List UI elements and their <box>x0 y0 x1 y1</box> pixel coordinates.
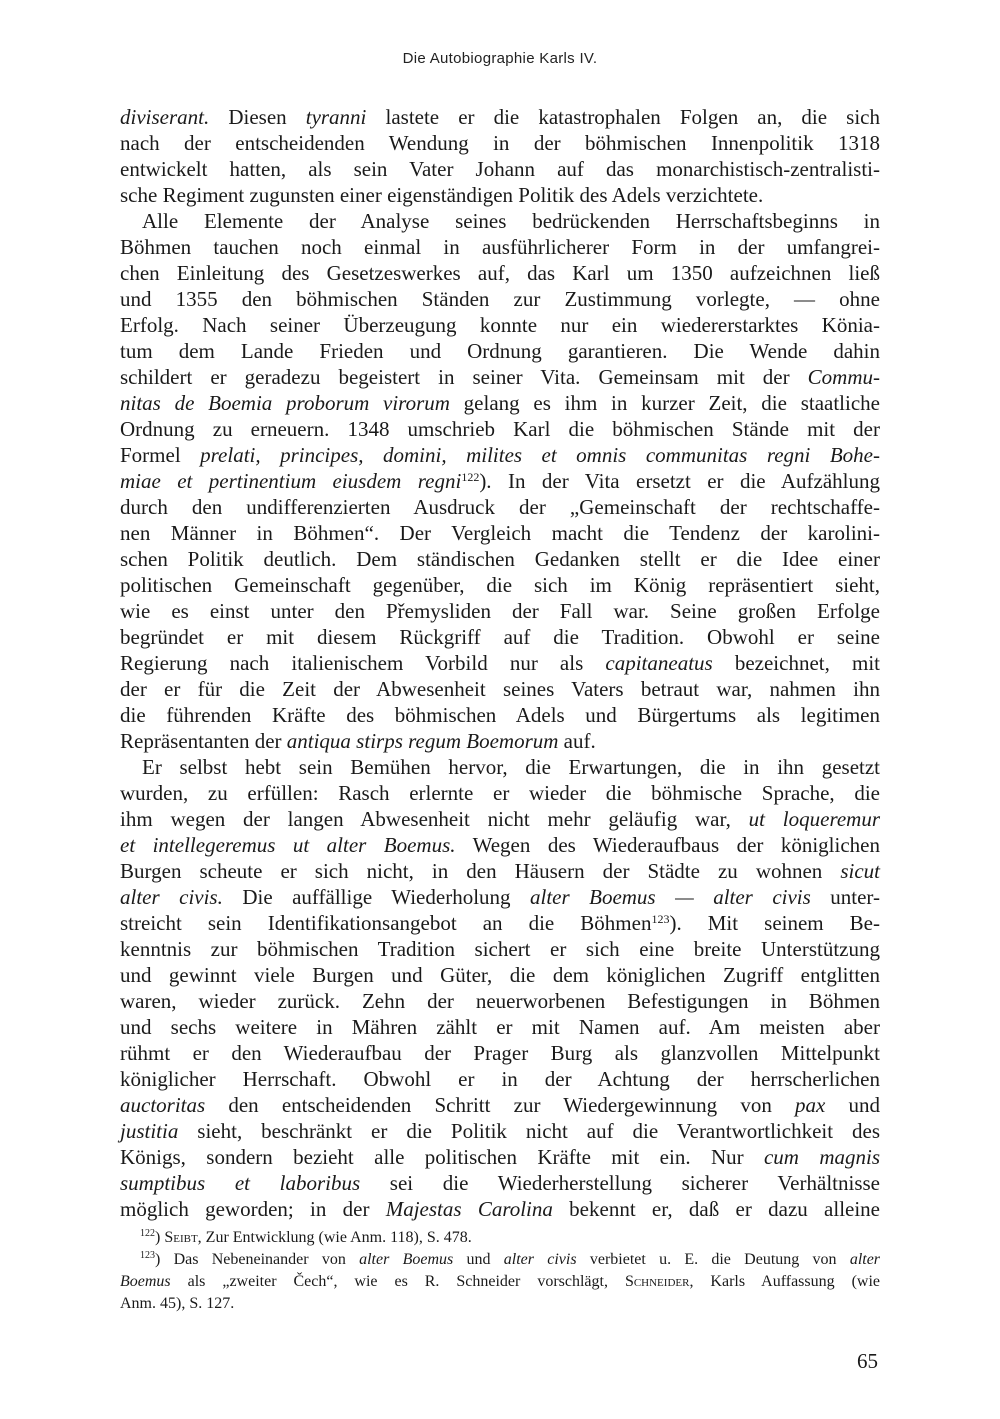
footnotes <box>120 1227 880 1315</box>
text-line <box>120 832 880 858</box>
text-line <box>120 572 880 598</box>
text-run: unter- <box>810 885 880 909</box>
text-run: lastete er die katastrophalen Folgen an, die sich <box>366 105 880 129</box>
text-run: Majestas Carolina <box>385 1197 553 1221</box>
text-run: ) Das Nebeneinander von <box>155 1251 360 1268</box>
text-run: als „zweiter Čech“, wie es R. Schneider vorschlägt, <box>170 1273 625 1290</box>
text-run: den entscheidenden Schritt zur Wiedergewinnung von <box>205 1093 795 1117</box>
text-run: antiqua stirps regum Boemorum <box>286 729 559 753</box>
text-run: und <box>453 1251 504 1268</box>
text-run: die führenden Kräfte des böhmischen Adels und Bürgertums als legitimen <box>120 703 880 727</box>
text-line <box>120 390 880 416</box>
text-line <box>120 1092 880 1118</box>
text-run: Er selbst hebt sein Bemühen hervor, die Erwartungen, die in ihn gesetzt <box>142 755 880 779</box>
footnote-marker: 122 <box>140 1228 155 1239</box>
text-run: sche Regiment zugunsten einer eigenständigen Politik des Adels verzichtete. <box>120 183 764 207</box>
text-run: und <box>825 1093 881 1117</box>
text-run: ut loqueremur <box>748 807 881 831</box>
footnote-line <box>120 1271 880 1293</box>
text-run: capitaneatus <box>605 651 713 675</box>
text-run: Königs, sondern bezieht alle politischen Kräfte mit ein. Nur <box>120 1145 764 1169</box>
text-line <box>120 728 880 754</box>
text-run: Schneider <box>624 1273 690 1290</box>
text-line <box>120 546 880 572</box>
text-run: möglich geworden; in der <box>120 1197 386 1221</box>
body-text <box>120 104 880 1222</box>
text-run: miae et pertinentium eiusdem regni <box>120 469 462 493</box>
text-run: bezeichnet, mit <box>712 651 880 675</box>
text-run: diviserant. <box>120 105 210 129</box>
text-run: Alle Elemente der Analyse seines bedrückenden Herrschaftsbeginns in <box>142 209 880 233</box>
text-run: Wegen des Wiederaufbaus der königlichen <box>455 833 880 857</box>
text-run: Die auffällige Wiederholung <box>222 885 530 909</box>
text-line <box>120 858 880 884</box>
text-run: nach der entscheidenden Wendung in der böhmischen Innenpolitik 1318 <box>120 131 880 155</box>
text-run: pax <box>795 1093 826 1117</box>
text-run: cum magnis <box>763 1145 880 1169</box>
text-run: justitia <box>120 1119 179 1143</box>
text-line <box>120 676 880 702</box>
text-run: Repräsentanten der <box>120 729 287 753</box>
text-run: sieht, beschränkt er die Politik nicht auf die Verantwortlichkeit des <box>178 1119 880 1143</box>
text-run: ) <box>155 1229 165 1246</box>
text-run: chen Einleitung des Gesetzeswerkes auf, das Karl um 1350 aufzeichnen ließ <box>120 261 880 285</box>
text-line <box>120 468 880 494</box>
text-run: ihm wegen der langen Abwesenheit nicht mehr geläufig war, <box>120 807 749 831</box>
text-run: sicut <box>840 859 880 883</box>
text-run: Diesen <box>209 105 306 129</box>
text-line <box>120 806 880 832</box>
text-run: schen Politik deutlich. Dem ständischen Gedanken stellt er die Idee einer <box>120 547 880 571</box>
text-run: tum dem Lande Frieden und Ordnung garantieren. Die Wende dahin <box>120 339 880 363</box>
text-run: der er für die Zeit der Abwesenheit seines Vaters betraut war, nahmen ihn <box>120 677 880 701</box>
text-line <box>120 234 880 260</box>
text-line <box>120 520 880 546</box>
text-line <box>120 416 880 442</box>
text-run: auf. <box>558 729 596 753</box>
text-run: und sechs weitere in Mähren zählt er mit Namen auf. Am meisten aber <box>120 1015 880 1039</box>
text-run: alter civis. <box>120 885 223 909</box>
text-line <box>120 962 880 988</box>
text-run: Burgen scheute er sich nicht, in den Häusern der Städte zu wohnen <box>120 859 841 883</box>
text-run: begründet er mit diesem Rückgriff auf die Tradition. Obwohl er seine <box>120 625 880 649</box>
text-line <box>120 1066 880 1092</box>
text-line <box>120 208 880 234</box>
text-run: gelang es ihm in kurzer Zeit, die staatliche <box>449 391 880 415</box>
text-run: Seibt <box>164 1229 198 1246</box>
text-run: ). In der Vita ersetzt er die Aufzählung <box>479 469 881 493</box>
text-run: und 1355 den böhmischen Ständen zur Zustimmung vorlegte, — ohne <box>120 287 880 311</box>
text-run: alter Boemus — alter civis <box>530 885 811 909</box>
text-line <box>120 936 880 962</box>
text-run: durch den undifferenzierten Ausdruck der „Gemeinschaft der rechtschaffe- <box>120 495 880 519</box>
text-run: et intellegeremus ut alter Boemus. <box>120 833 456 857</box>
text-run: Regierung nach italienischem Vorbild nur als <box>120 651 606 675</box>
footnote-line <box>120 1227 880 1249</box>
text-line <box>120 104 880 130</box>
text-line <box>120 1118 880 1144</box>
text-line <box>120 1040 880 1066</box>
text-line <box>120 364 880 390</box>
text-line <box>120 1196 880 1222</box>
text-line <box>120 624 880 650</box>
text-run: auctoritas <box>120 1093 206 1117</box>
text-line <box>120 130 880 156</box>
text-run: tyranni <box>305 105 367 129</box>
text-line <box>120 286 880 312</box>
text-line <box>120 260 880 286</box>
text-run: nen Männer in Böhmen“. Der Vergleich macht die Tendenz der karolini- <box>120 521 880 545</box>
text-run: , Karls Auffassung (wie <box>689 1273 881 1290</box>
text-run: Ordnung zu erneuern. 1348 umschrieb Karl die böhmischen Stände mit der <box>120 417 880 441</box>
text-line <box>120 312 880 338</box>
text-run: bekennt er, daß er dazu alleine <box>552 1197 881 1221</box>
text-run: sei die Wiederherstellung sicherer Verhältnisse <box>360 1171 880 1195</box>
text-line <box>120 156 880 182</box>
text-line <box>120 598 880 624</box>
text-run: ). Mit seinem Be- <box>669 911 880 935</box>
text-line <box>120 884 880 910</box>
text-line <box>120 494 880 520</box>
footnote-line <box>120 1293 880 1315</box>
text-run: königlicher Herrschaft. Obwohl er in der Achtung der herrscherlichen <box>120 1067 880 1091</box>
text-line <box>120 702 880 728</box>
running-head: Die Autobiographie Karls IV. <box>402 50 598 67</box>
text-line <box>120 754 880 780</box>
text-line <box>120 988 880 1014</box>
text-line <box>120 338 880 364</box>
text-run: Anm. 45), S. 127. <box>120 1295 235 1312</box>
text-run: Böhmen tauchen noch einmal in ausführlicherer Form in der umfangrei- <box>120 235 880 259</box>
text-run: Formel <box>120 443 201 467</box>
text-run: und gewinnt viele Burgen und Güter, die dem königlichen Zugriff entglitten <box>120 963 880 987</box>
text-line <box>120 1144 880 1170</box>
footnote-marker: 123 <box>140 1250 155 1261</box>
text-line <box>120 1170 880 1196</box>
footnote-marker: 123 <box>651 912 670 926</box>
text-line <box>120 442 880 468</box>
text-run: kenntnis zur böhmischen Tradition sichert er sich eine breite Unterstützung <box>120 937 880 961</box>
text-run: rühmt er den Wiederaufbau der Prager Burg als glanzvollen Mittelpunkt <box>120 1041 880 1065</box>
text-run: , Zur Entwicklung (wie Anm. 118), S. 478. <box>197 1229 472 1246</box>
text-run: wurden, zu erfüllen: Rasch erlernte er wieder die böhmische Sprache, die <box>120 781 880 805</box>
page-number: 65 <box>857 1349 878 1373</box>
text-line <box>120 1014 880 1040</box>
text-run: alter Boemus <box>359 1251 454 1268</box>
text-run: nitas de Boemia proborum virorum <box>120 391 450 415</box>
text-run: verbietet u. E. die Deutung von <box>576 1251 850 1268</box>
text-run: waren, wieder zurück. Zehn der neuerworbenen Befestigungen in Böhmen <box>120 989 880 1013</box>
text-run: entwickelt hatten, als sein Vater Johann auf das monarchistisch-zentralisti- <box>120 157 880 181</box>
text-run: alter civis <box>503 1251 577 1268</box>
text-line <box>120 650 880 676</box>
footnote-marker: 122 <box>461 470 480 484</box>
text-run: alter <box>849 1251 881 1268</box>
text-run: sumptibus et laboribus <box>120 1171 361 1195</box>
text-line <box>120 182 880 208</box>
text-run: wie es einst unter den Přemysliden der Fall war. Seine großen Erfolge <box>120 599 880 623</box>
text-run: schildert er geradezu begeistert in seiner Vita. Gemeinsam mit der <box>120 365 808 389</box>
text-run: streicht sein Identifikationsangebot an die Böhmen <box>120 911 652 935</box>
text-run: Boemus <box>120 1273 171 1290</box>
footnote-line <box>120 1249 880 1271</box>
text-run: politischen Gemeinschaft gegenüber, die sich im König repräsentiert sieht, <box>120 573 880 597</box>
text-line <box>120 910 880 936</box>
text-line <box>120 780 880 806</box>
text-run: prelati, principes, domini, milites et omnis communitas regni Bohe- <box>200 443 880 467</box>
text-run: Commu- <box>807 365 880 389</box>
text-run: Erfolg. Nach seiner Überzeugung konnte nur ein wiedererstarktes Könia- <box>120 313 880 337</box>
